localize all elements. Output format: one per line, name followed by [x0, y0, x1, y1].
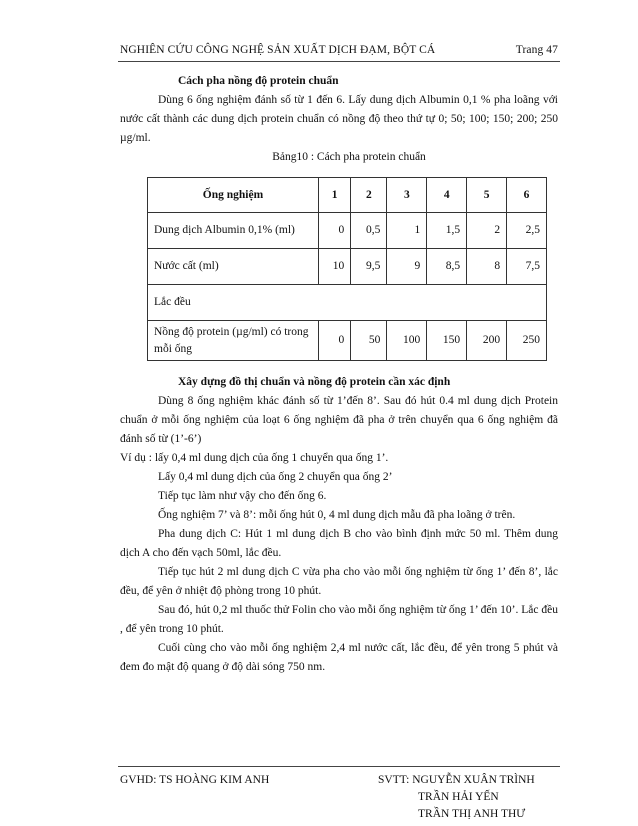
- table-header-cell: 5: [467, 178, 507, 213]
- header-divider: [118, 61, 560, 62]
- table-header-cell: 3: [387, 178, 427, 213]
- table-cell: 1,5: [427, 213, 467, 249]
- table-row: [148, 249, 547, 285]
- table-header-cell: 4: [427, 178, 467, 213]
- table-caption: Bảng10 : Cách pha protein chuẩn: [272, 151, 426, 163]
- paragraph: Sau đó, hút 0,2 ml thuốc thử Folin cho vào mỗi ống nghiệm từ ống 1’ đến 10’. Lắc đều , để yên trong 10 phút.: [120, 604, 558, 635]
- table-header-cell: 1: [319, 178, 351, 213]
- section-heading-standard: Cách pha nồng độ protein chuẩn: [178, 75, 339, 87]
- table-header-cell: 2: [351, 178, 387, 213]
- table-cell: 50: [351, 321, 387, 361]
- table-cell: 100: [387, 321, 427, 361]
- page-body: [120, 72, 558, 677]
- table-cell: 7,5: [507, 249, 547, 285]
- table-cell: 8: [467, 249, 507, 285]
- paragraph: Dùng 8 ống nghiệm khác đánh số từ 1’đến 8’. Sau đó hút 0.4 ml dung dịch Protein chuẩn ở mỗi ống nghiệm của loạt 6 ống nghiệm đã pha ở trên chuyển qua 6 ống nghiệm đã đánh số từ (1’-6’): [120, 395, 558, 445]
- table-row: [148, 213, 547, 249]
- table-cell: 2: [467, 213, 507, 249]
- table-header-cell: Ống nghiệm: [148, 178, 319, 213]
- table-header-cell: 6: [507, 178, 547, 213]
- table-header-row: [148, 178, 547, 213]
- paragraph: Ví dụ : lấy 0,4 ml dung dịch của ống 1 chuyển qua ống 1’.: [120, 452, 389, 464]
- row-label: Nước cất (ml): [148, 249, 319, 285]
- table-cell: 200: [467, 321, 507, 361]
- table-cell: 0,5: [351, 213, 387, 249]
- paragraph: Tiếp tục hút 2 ml dung dịch C vừa pha cho vào mỗi ống nghiệm từ ống 1’ đến 8’, lắc đều, để yên ở nhiệt độ phòng trong 10 phút.: [120, 566, 558, 597]
- table-cell: 9: [387, 249, 427, 285]
- page-header: [120, 44, 558, 56]
- table-cell: 250: [507, 321, 547, 361]
- table-cell: 1: [387, 213, 427, 249]
- table-cell: 2,5: [507, 213, 547, 249]
- table-cell: 8,5: [427, 249, 467, 285]
- paragraph: Lấy 0,4 ml dung dịch của ống 2 chuyển qua ống 2’: [158, 471, 393, 483]
- paragraph: Pha dung dịch C: Hút 1 ml dung dịch B cho vào bình định mức 50 ml. Thêm dung dịch A cho đến vạch 50ml, lắc đều.: [120, 528, 558, 559]
- table-cell: 0: [319, 321, 351, 361]
- paragraph: Ống nghiệm 7’ và 8’: mỗi ống hút 0, 4 ml dung dịch mẫu đã pha loãng ở trên.: [158, 509, 516, 521]
- table-cell: 150: [427, 321, 467, 361]
- table-row: [148, 285, 547, 321]
- row-label: Lắc đều: [148, 285, 547, 321]
- paragraph: Dùng 6 ống nghiệm đánh số từ 1 đến 6. Lấy dung dịch Albumin 0,1 % pha loãng với nước cất thành các dung dịch protein chuẩn có nồng độ theo thứ tự 0; 50; 100; 150; 200; 250 µg/ml.: [120, 94, 558, 144]
- row-label: Nồng độ protein (µg/ml) có trong mỗi ống: [148, 321, 319, 361]
- row-label: Dung dịch Albumin 0,1% (ml): [148, 213, 319, 249]
- table-cell: 10: [319, 249, 351, 285]
- header-title: NGHIÊN CỨU CÔNG NGHỆ SẢN XUẤT DỊCH ĐẠM, BỘT CÁ: [120, 44, 436, 56]
- students: [378, 772, 535, 823]
- student-name: TRẦN HẢI YẾN: [418, 791, 499, 803]
- table-row: [148, 321, 547, 361]
- table-cell: 0: [319, 213, 351, 249]
- table-cell: 9,5: [351, 249, 387, 285]
- paragraph: Tiếp tục làm như vậy cho đến ống 6.: [158, 490, 327, 502]
- student-name: SVTT: NGUYỄN XUÂN TRÌNH: [378, 774, 535, 786]
- page-number: Trang 47: [515, 44, 558, 56]
- student-name: TRẦN THỊ ANH THƯ: [418, 808, 526, 820]
- paragraph: Cuối cùng cho vào mỗi ống nghiệm 2,4 ml nước cất, lắc đều, để yên trong 5 phút và đem đo mật độ quang ở độ dài sóng 750 nm.: [120, 642, 558, 673]
- supervisor: GVHD: TS HOÀNG KIM ANH: [120, 774, 270, 786]
- section-heading-curve: Xây dựng đồ thị chuẩn và nồng độ protein cần xác định: [178, 376, 451, 388]
- footer-divider: [118, 766, 560, 767]
- protein-standard-table: [147, 177, 547, 361]
